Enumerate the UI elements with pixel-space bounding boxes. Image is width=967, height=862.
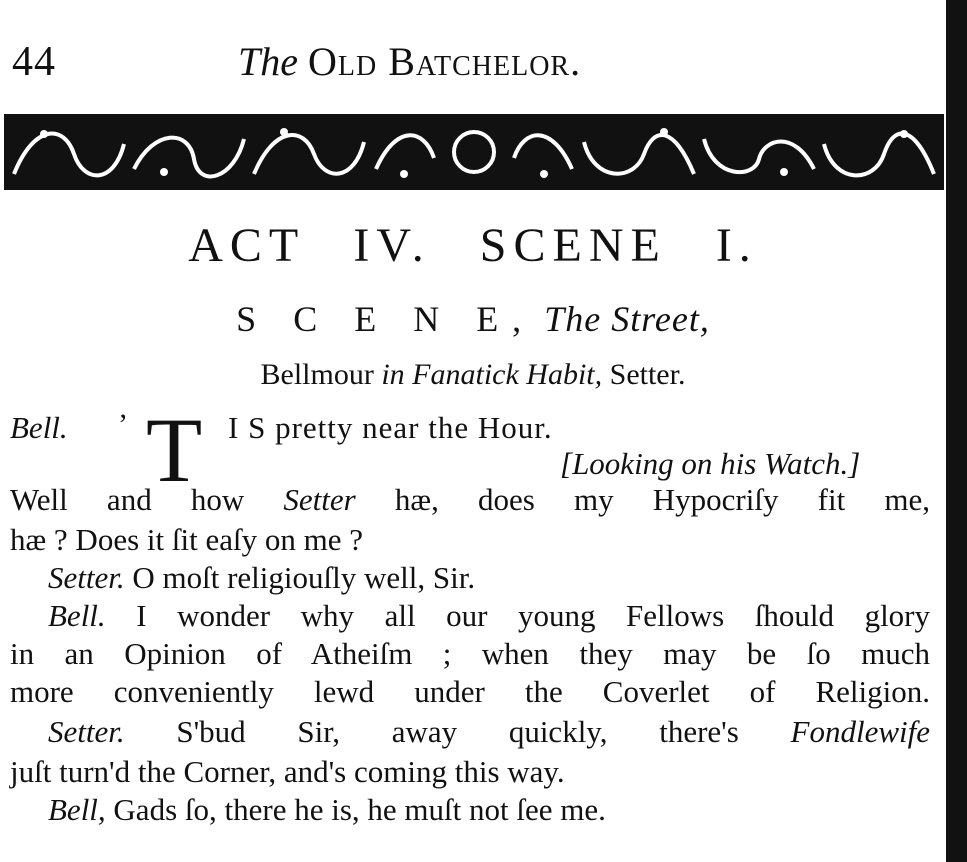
stage-direction xyxy=(0,358,946,392)
dialogue-line: juſt turn'd the Corner, and's coming this way. xyxy=(10,754,565,789)
running-head-italic: The xyxy=(238,39,298,84)
dialogue-line: Bell. I wonder why all our young Fellows ſhould glory xyxy=(48,598,931,633)
drop-capital: T xyxy=(146,399,203,501)
dialogue-line: I S pretty near the Hour. xyxy=(228,410,553,445)
speaker-label: Bell. xyxy=(10,410,68,445)
apostrophe: ’ xyxy=(118,408,128,441)
dialogue-line: Setter. O moſt religiouſly well, Sir. xyxy=(48,560,476,595)
stage-italic: in Fanatick Habit, xyxy=(381,358,603,391)
scene-heading xyxy=(0,298,946,340)
running-head xyxy=(238,38,581,85)
dialogue-line: in an Opinion of Atheiſm ; when they may be ſo much xyxy=(10,636,930,671)
stage-character: Bellmour xyxy=(260,358,374,391)
page-edge-shadow xyxy=(946,0,967,862)
act-heading: ACT IV. SCENE I. xyxy=(188,219,758,272)
ornamental-headpiece xyxy=(4,114,944,190)
running-head-title: Old Batchelor. xyxy=(308,39,582,84)
page-number: 44 xyxy=(12,39,56,85)
dialogue-line: more conveniently lewd under the Coverlet of Religion. xyxy=(10,674,930,709)
stage-other-character: Setter. xyxy=(609,358,686,391)
dialogue-line: Setter. S'bud Sir, away quickly, there's Fondlewife xyxy=(48,714,931,749)
dialogue-line: Bell, Gads ſo, there he is, he muſt not ſee me. xyxy=(48,792,606,827)
scene-place: The Street, xyxy=(544,299,710,339)
aside-direction: [Looking on his Watch.] xyxy=(560,446,861,481)
dialogue-line: Well and how Setter hæ, does my Hypocriſy fit me, xyxy=(10,482,930,517)
dialogue-line: hæ ? Does it ſit eaſy on me ? xyxy=(10,522,363,557)
scene-label: S C E N E, xyxy=(236,299,536,339)
